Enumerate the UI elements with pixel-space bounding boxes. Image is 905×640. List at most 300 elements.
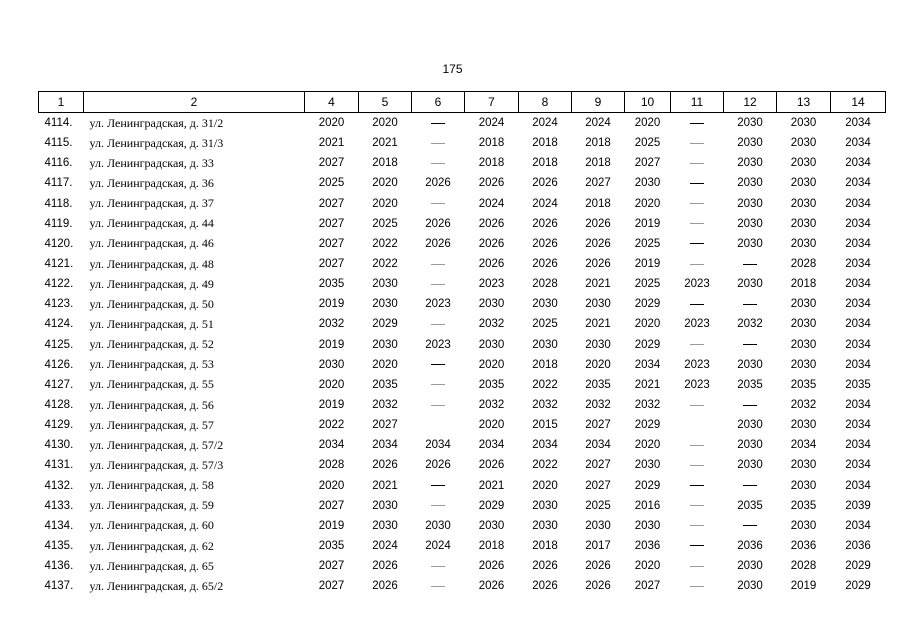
table-row	[39, 415, 886, 435]
year-cell: 2027	[318, 258, 345, 271]
year-cell: 2025	[585, 499, 611, 512]
year-cell: 2021	[585, 278, 611, 291]
dash-cell	[671, 234, 724, 254]
address-cell: ул. Ленинградская, д. 51	[89, 316, 214, 331]
table-row	[39, 254, 886, 274]
year-cell: 2029	[845, 580, 871, 593]
year-cell: 2030	[737, 177, 763, 190]
dash-cell	[671, 214, 724, 234]
table-row	[39, 395, 886, 415]
dash-mark	[431, 364, 445, 365]
year-cell: 2032	[737, 318, 763, 331]
year-cell: 2034	[845, 399, 871, 412]
year-cell: 2026	[425, 237, 451, 250]
year-cell: 2024	[478, 197, 505, 210]
year-cell: 2020	[318, 378, 345, 391]
year-cell: 2019	[318, 338, 345, 351]
year-cell: 2030	[790, 298, 817, 311]
year-cell: 2022	[372, 237, 398, 250]
year-cell: 2018	[372, 157, 398, 170]
year-cell: 2020	[634, 117, 661, 130]
year-cell: 2020	[634, 560, 661, 573]
year-cell: 2030	[585, 338, 611, 351]
year-cell: 2030	[790, 237, 817, 250]
year-cell: 2030	[737, 560, 763, 573]
year-cell: 2028	[790, 258, 817, 271]
year-cell: 2018	[478, 157, 505, 170]
dash-mark	[690, 485, 704, 486]
address-cell: ул. Ленинградская, д. 53	[89, 357, 214, 372]
dash-cell	[671, 516, 724, 536]
year-cell: 2034	[845, 439, 871, 452]
row-number: 4126.	[44, 358, 74, 371]
year-cell: 2035	[318, 540, 345, 553]
dash-cell	[412, 556, 465, 576]
year-cell: 2030	[372, 338, 398, 351]
dash-cell	[671, 496, 724, 516]
year-cell: 2034	[372, 439, 398, 452]
dash-mark	[743, 525, 757, 526]
year-cell: 2025	[318, 177, 345, 190]
row-number: 4122.	[44, 278, 74, 291]
dash-cell	[671, 476, 724, 496]
dash-mark	[690, 223, 704, 224]
dash-mark	[431, 163, 445, 164]
row-number: 4135.	[44, 540, 74, 553]
year-cell: 2020	[478, 358, 505, 371]
row-number: 4125.	[44, 338, 74, 351]
year-cell: 2034	[845, 197, 871, 210]
year-cell: 2024	[372, 540, 398, 553]
year-cell: 2030	[532, 499, 558, 512]
dash-mark	[690, 465, 704, 466]
dash-cell	[724, 294, 777, 314]
dash-cell	[724, 335, 777, 355]
address-cell: ул. Ленинградская, д. 36	[89, 175, 214, 190]
year-cell: 2027	[372, 419, 398, 432]
year-cell: 2018	[532, 358, 558, 371]
dash-mark	[431, 566, 445, 567]
row-number: 4127.	[44, 378, 74, 391]
year-cell: 2030	[737, 197, 763, 210]
year-cell: 2025	[634, 278, 661, 291]
dash-cell	[724, 516, 777, 536]
year-cell: 2030	[634, 177, 661, 190]
address-cell: ул. Ленинградская, д. 65/2	[89, 578, 224, 593]
address-cell: ул. Ленинградская, д. 57/3	[89, 457, 224, 472]
dash-mark	[743, 304, 757, 305]
dash-mark	[431, 324, 445, 325]
year-cell: 2030	[532, 519, 558, 532]
dash-cell	[671, 556, 724, 576]
dash-mark	[690, 304, 704, 305]
dash-mark	[690, 525, 704, 526]
table-body	[39, 113, 886, 597]
year-cell: 2026	[532, 560, 558, 573]
year-cell: 2018	[532, 137, 558, 150]
dash-cell	[412, 194, 465, 214]
row-number: 4114.	[44, 117, 73, 130]
year-cell: 2026	[478, 258, 505, 271]
year-cell: 2023	[478, 278, 505, 291]
year-cell: 2023	[684, 278, 710, 291]
year-cell: 2030	[478, 338, 505, 351]
address-cell: ул. Ленинградская, д. 57	[89, 417, 214, 432]
year-cell: 2030	[790, 419, 817, 432]
address-cell: ул. Ленинградская, д. 59	[89, 498, 214, 513]
year-cell: 2018	[478, 137, 505, 150]
year-cell: 2036	[634, 540, 661, 553]
year-cell: 2032	[478, 399, 505, 412]
year-cell: 2034	[845, 137, 871, 150]
year-cell: 2023	[684, 378, 710, 391]
row-number: 4131.	[44, 459, 74, 472]
table-row	[39, 516, 886, 536]
year-cell: 2019	[634, 258, 661, 271]
year-cell: 2034	[845, 237, 871, 250]
year-cell: 2034	[425, 439, 451, 452]
year-cell: 2030	[737, 117, 763, 130]
year-cell: 2028	[532, 278, 558, 291]
dash-mark	[690, 143, 704, 144]
address-cell: ул. Ленинградская, д. 48	[89, 256, 214, 271]
dash-mark	[690, 203, 704, 204]
row-number: 4115.	[44, 137, 73, 150]
column-header: 2	[84, 92, 305, 113]
table-row	[39, 476, 886, 496]
year-cell: 2019	[318, 519, 345, 532]
dash-cell	[671, 113, 724, 134]
year-cell: 2035	[737, 378, 763, 391]
column-header: 10	[625, 92, 671, 113]
year-cell: 2034	[845, 298, 871, 311]
row-number: 4129.	[44, 419, 74, 432]
year-cell: 2035	[845, 378, 871, 391]
table-row	[39, 435, 886, 455]
year-cell: 2020	[318, 117, 345, 130]
year-cell: 2030	[532, 338, 558, 351]
year-cell: 2030	[790, 338, 817, 351]
dash-cell	[412, 113, 465, 134]
address-cell: ул. Ленинградская, д. 44	[89, 216, 214, 231]
address-cell: ул. Ленинградская, д. 31/2	[89, 115, 224, 130]
year-cell: 2026	[585, 217, 611, 230]
year-cell: 2025	[532, 318, 558, 331]
year-cell: 2034	[634, 358, 661, 371]
year-cell: 2034	[845, 479, 871, 492]
dash-cell	[724, 254, 777, 274]
year-cell: 2020	[634, 439, 661, 452]
year-cell: 2030	[737, 237, 763, 250]
year-cell: 2016	[634, 499, 661, 512]
year-cell: 2030	[737, 580, 763, 593]
year-cell: 2030	[790, 177, 817, 190]
year-cell: 2027	[634, 580, 661, 593]
year-cell: 2020	[372, 117, 398, 130]
table-row	[39, 314, 886, 334]
row-number: 4123.	[44, 298, 74, 311]
year-cell: 2020	[634, 318, 661, 331]
dash-cell	[724, 476, 777, 496]
dash-cell	[412, 576, 465, 596]
address-cell: ул. Ленинградская, д. 57/2	[89, 437, 224, 452]
dash-mark	[690, 505, 704, 506]
dash-mark	[431, 505, 445, 506]
year-cell: 2030	[585, 298, 611, 311]
year-cell: 2020	[478, 419, 505, 432]
year-cell: 2018	[532, 540, 558, 553]
table-row	[39, 576, 886, 596]
dash-cell	[412, 314, 465, 334]
dash-mark	[431, 405, 445, 406]
dash-mark	[690, 163, 704, 164]
year-cell: 2029	[634, 338, 661, 351]
year-cell: 2025	[634, 237, 661, 250]
year-cell: 2028	[318, 459, 345, 472]
row-number: 4130.	[44, 439, 74, 452]
year-cell: 2024	[585, 117, 611, 130]
year-cell: 2036	[737, 540, 763, 553]
year-cell: 2039	[845, 499, 871, 512]
year-cell: 2021	[372, 137, 398, 150]
year-cell: 2030	[372, 278, 398, 291]
address-cell: ул. Ленинградская, д. 56	[89, 397, 214, 412]
address-cell: ул. Ленинградская, д. 49	[89, 276, 214, 291]
row-number: 4117.	[44, 177, 73, 190]
year-cell: 2026	[478, 459, 505, 472]
table-row	[39, 335, 886, 355]
year-cell: 2022	[532, 378, 558, 391]
address-cell: ул. Ленинградская, д. 62	[89, 538, 214, 553]
table-row	[39, 556, 886, 576]
dash-cell	[671, 173, 724, 193]
address-cell: ул. Ленинградская, д. 52	[89, 337, 214, 352]
year-cell	[671, 415, 724, 435]
year-cell: 2027	[585, 419, 611, 432]
year-cell: 2021	[318, 137, 345, 150]
column-header: 8	[519, 92, 572, 113]
year-cell: 2026	[532, 177, 558, 190]
address-cell: ул. Ленинградская, д. 50	[89, 296, 214, 311]
year-cell: 2034	[790, 439, 817, 452]
year-cell: 2034	[845, 217, 871, 230]
year-cell: 2026	[478, 217, 505, 230]
dash-cell	[412, 133, 465, 153]
year-cell: 2026	[532, 580, 558, 593]
dash-cell	[671, 335, 724, 355]
dash-cell	[724, 395, 777, 415]
column-header: 9	[572, 92, 625, 113]
table-row	[39, 536, 886, 556]
year-cell: 2022	[532, 459, 558, 472]
year-cell: 2018	[585, 137, 611, 150]
year-cell: 2026	[425, 459, 451, 472]
year-cell: 2026	[532, 217, 558, 230]
year-cell: 2018	[585, 157, 611, 170]
year-cell: 2027	[634, 157, 661, 170]
year-cell: 2027	[318, 157, 345, 170]
address-cell: ул. Ленинградская, д. 65	[89, 558, 214, 573]
year-cell: 2036	[845, 540, 871, 553]
year-cell: 2015	[532, 419, 558, 432]
year-cell: 2032	[318, 318, 345, 331]
year-cell: 2034	[478, 439, 505, 452]
year-cell: 2020	[585, 358, 611, 371]
column-header: 4	[305, 92, 359, 113]
year-cell: 2035	[737, 499, 763, 512]
dash-cell	[671, 435, 724, 455]
dash-mark	[690, 445, 704, 446]
table-row	[39, 173, 886, 193]
column-header: 12	[724, 92, 777, 113]
year-cell: 2030	[372, 298, 398, 311]
year-cell: 2027	[585, 177, 611, 190]
column-header: 11	[671, 92, 724, 113]
dash-mark	[690, 545, 704, 546]
year-cell: 2035	[478, 378, 505, 391]
year-cell: 2030	[634, 459, 661, 472]
year-cell	[412, 415, 465, 435]
year-cell: 2030	[737, 137, 763, 150]
column-header: 5	[359, 92, 412, 113]
address-cell: ул. Ленинградская, д. 37	[89, 196, 214, 211]
year-cell: 2021	[634, 378, 661, 391]
page-number: 175	[442, 62, 463, 76]
year-cell: 2026	[532, 258, 558, 271]
dash-cell	[671, 576, 724, 596]
year-cell: 2024	[478, 117, 505, 130]
address-cell: ул. Ленинградская, д. 33	[89, 155, 214, 170]
year-cell: 2027	[318, 217, 345, 230]
year-cell: 2020	[372, 197, 398, 210]
year-cell: 2029	[634, 298, 661, 311]
year-cell: 2018	[532, 157, 558, 170]
year-cell: 2032	[634, 399, 661, 412]
year-cell: 2026	[585, 560, 611, 573]
year-cell: 2035	[790, 499, 817, 512]
year-cell: 2034	[845, 338, 871, 351]
table-row	[39, 234, 886, 254]
year-cell: 2035	[372, 378, 398, 391]
year-cell: 2024	[425, 540, 451, 553]
column-header: 6	[412, 92, 465, 113]
year-cell: 2030	[372, 519, 398, 532]
year-cell: 2030	[425, 519, 451, 532]
year-cell: 2026	[478, 580, 505, 593]
year-cell: 2021	[478, 479, 505, 492]
dash-cell	[671, 194, 724, 214]
year-cell: 2029	[372, 318, 398, 331]
year-cell: 2030	[532, 298, 558, 311]
year-cell: 2034	[845, 358, 871, 371]
table-row	[39, 133, 886, 153]
year-cell: 2026	[372, 580, 398, 593]
year-cell: 2029	[478, 499, 505, 512]
year-cell: 2027	[318, 580, 345, 593]
year-cell: 2030	[790, 459, 817, 472]
column-header: 7	[465, 92, 519, 113]
year-cell: 2032	[532, 399, 558, 412]
year-cell: 2035	[585, 378, 611, 391]
dash-mark	[431, 384, 445, 385]
dash-mark	[743, 405, 757, 406]
year-cell: 2030	[790, 358, 817, 371]
year-cell: 2030	[790, 157, 817, 170]
dash-cell	[412, 395, 465, 415]
address-cell: ул. Ленинградская, д. 55	[89, 377, 214, 392]
year-cell: 2030	[790, 479, 817, 492]
dash-mark	[690, 243, 704, 244]
year-cell: 2030	[737, 157, 763, 170]
year-cell: 2019	[318, 298, 345, 311]
dash-mark	[743, 264, 757, 265]
year-cell: 2027	[318, 560, 345, 573]
year-cell: 2035	[318, 278, 345, 291]
dash-cell	[671, 536, 724, 556]
year-cell: 2034	[845, 419, 871, 432]
dash-cell	[412, 496, 465, 516]
year-cell: 2026	[585, 580, 611, 593]
year-cell: 2030	[737, 217, 763, 230]
row-number: 4121.	[44, 258, 74, 271]
year-cell: 2023	[425, 298, 451, 311]
dash-mark	[431, 586, 445, 587]
year-cell: 2030	[318, 358, 345, 371]
year-cell: 2019	[634, 217, 661, 230]
year-cell: 2022	[372, 258, 398, 271]
row-number: 4133.	[44, 499, 74, 512]
year-cell: 2018	[790, 278, 817, 291]
year-cell: 2027	[585, 479, 611, 492]
year-cell: 2030	[790, 519, 817, 532]
year-cell: 2030	[790, 137, 817, 150]
column-header: 1	[39, 92, 84, 113]
year-cell: 2034	[845, 459, 871, 472]
year-cell: 2034	[845, 318, 871, 331]
year-cell: 2034	[845, 278, 871, 291]
year-cell: 2021	[372, 479, 398, 492]
year-cell: 2030	[737, 419, 763, 432]
year-cell: 2026	[585, 258, 611, 271]
year-cell: 2030	[478, 519, 505, 532]
year-cell: 2032	[790, 399, 817, 412]
year-cell: 2017	[585, 540, 611, 553]
dash-mark	[431, 123, 445, 124]
year-cell: 2029	[634, 479, 661, 492]
year-cell: 2030	[737, 278, 763, 291]
year-cell: 2030	[790, 197, 817, 210]
year-cell: 2030	[737, 439, 763, 452]
year-cell: 2026	[425, 177, 451, 190]
year-cell: 2027	[318, 197, 345, 210]
year-cell: 2030	[790, 217, 817, 230]
year-cell: 2035	[790, 378, 817, 391]
table-row	[39, 113, 886, 134]
year-cell: 2018	[585, 197, 611, 210]
year-cell: 2032	[585, 399, 611, 412]
year-cell: 2020	[372, 358, 398, 371]
year-cell: 2026	[372, 560, 398, 573]
repair-schedule-table	[38, 91, 886, 596]
year-cell: 2030	[372, 499, 398, 512]
year-cell: 2024	[532, 117, 558, 130]
column-header: 14	[831, 92, 886, 113]
dash-mark	[690, 566, 704, 567]
year-cell: 2032	[478, 318, 505, 331]
year-cell: 2030	[585, 519, 611, 532]
table-row	[39, 375, 886, 395]
header-row	[39, 92, 886, 113]
